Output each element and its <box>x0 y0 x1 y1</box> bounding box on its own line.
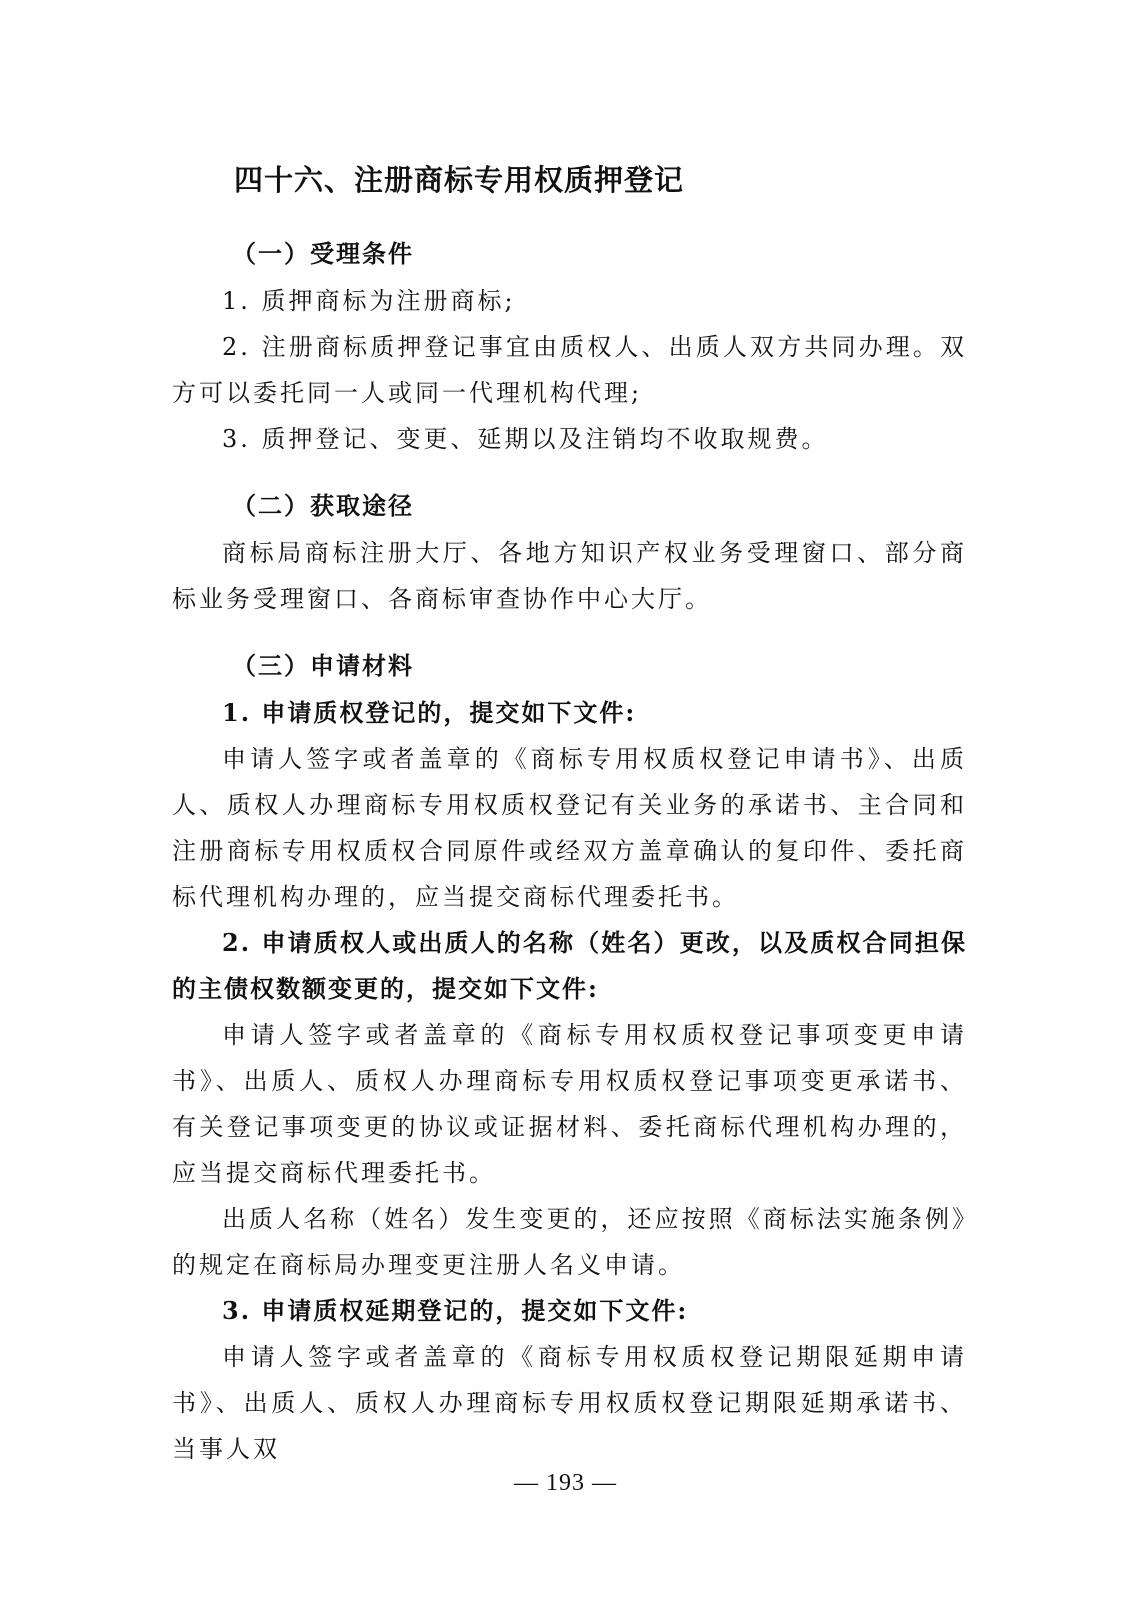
materials-sub3-text: 申请人签字或者盖章的《商标专用权质权登记期限延期申请书》、出质人、质权人办理商标专用权质权登记期限延期承诺书、当事人双 <box>172 1343 967 1463</box>
condition-item-2: 2. 注册商标质押登记事宜由质权人、出质人双方共同办理。双方可以委托同一人或同一代理机构代理; <box>172 333 967 407</box>
section-heading-conditions: （一）受理条件 <box>232 240 414 268</box>
condition-item-3: 3. 质押登记、变更、延期以及注销均不收取规费。 <box>222 425 829 453</box>
condition-item-1: 1. 质押商标为注册商标; <box>222 287 516 315</box>
access-text: 商标局商标注册大厅、各地方知识产权业务受理窗口、部分商标业务受理窗口、各商标审查协作中心大厅。 <box>172 539 967 613</box>
materials-sub1-heading: 1. 申请质权登记的，提交如下文件: <box>222 698 637 727</box>
page-title: 四十六、注册商标专用权质押登记 <box>234 163 685 197</box>
materials-sub2-heading: 2. 申请质权人或出质人的名称（姓名）更改，以及质权合同担保的主债权数额变更的，提交如下文件: <box>172 928 967 1003</box>
materials-sub3-heading: 3. 申请质权延期登记的，提交如下文件: <box>222 1296 689 1325</box>
section-heading-access: （二）获取途径 <box>232 492 414 520</box>
materials-sub1-text: 申请人签字或者盖章的《商标专用权质权登记申请书》、出质人、质权人办理商标专用权质权登记有关业务的承诺书、主合同和注册商标专用权质权合同原件或经双方盖章确认的复印件、委托商标代理机构办理的，应当提交商标代理委托书。 <box>172 745 967 911</box>
page-number: — 193 — <box>514 1470 617 1496</box>
materials-sub2-text: 申请人签字或者盖章的《商标专用权质权登记事项变更申请书》、出质人、质权人办理商标专用权质权登记事项变更承诺书、有关登记事项变更的协议或证据材料、委托商标代理机构办理的，应当提交商标代理委托书。 <box>172 1021 967 1187</box>
document-page <box>172 150 967 1472</box>
materials-sub2-note: 出质人名称（姓名）发生变更的，还应按照《商标法实施条例》的规定在商标局办理变更注册人名义申请。 <box>172 1205 967 1279</box>
section-heading-materials: （三）申请材料 <box>232 652 414 680</box>
